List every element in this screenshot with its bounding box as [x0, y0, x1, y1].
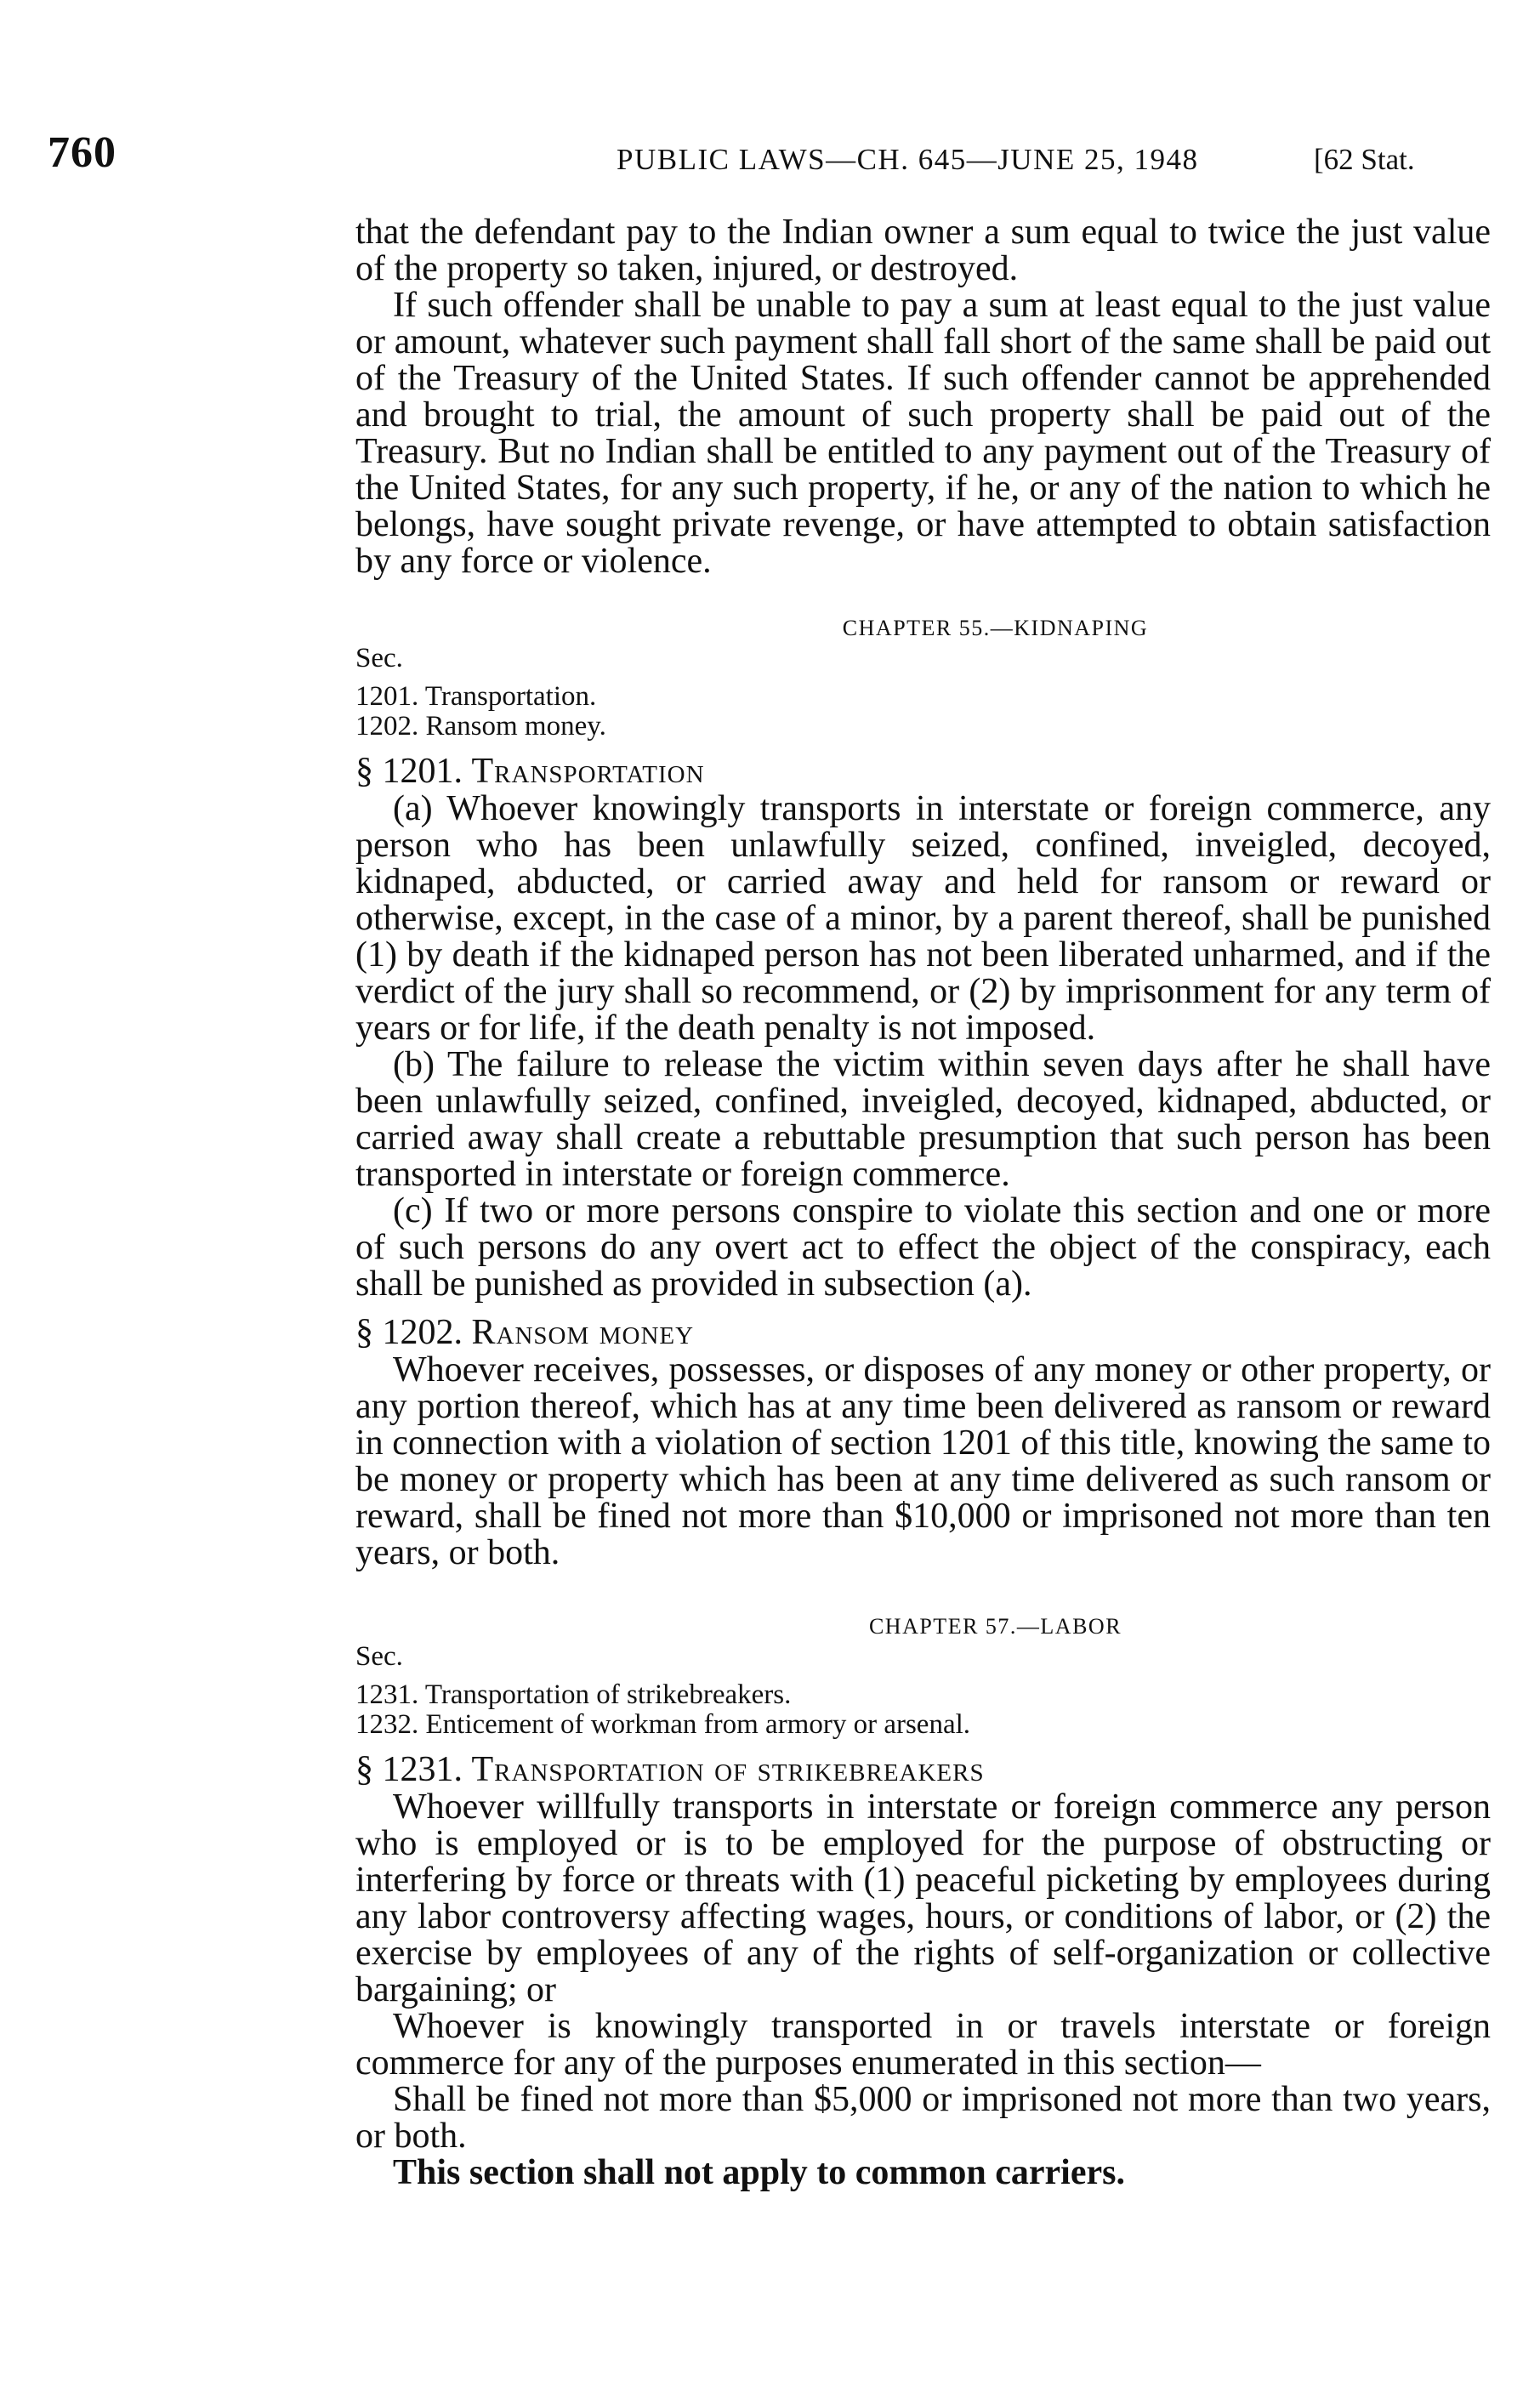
chapter-57-heading: CHAPTER 57.—LABOR — [868, 1614, 1122, 1639]
chapter-55-heading: CHAPTER 55.—KIDNAPING — [842, 616, 1149, 640]
section-1231-number: § 1231. — [355, 1750, 463, 1789]
section-1231-title: Transportation of strikebreakers — [471, 1750, 985, 1789]
section-1231-paragraph-2: Whoever is knowingly transported in or travels interstate or foreign commerce for any of the purposes enumerated in this section— — [355, 2007, 1491, 2083]
page-number: 760 — [48, 128, 116, 177]
section-1201-number: § 1201. — [355, 752, 463, 791]
section-1201-title: Transportation — [471, 752, 705, 791]
section-1202-number: § 1202. — [355, 1313, 463, 1352]
chapter-55-sec-label: Sec. — [355, 643, 403, 673]
section-1231-paragraph-4: This section shall not apply to common carriers. — [393, 2153, 1125, 2192]
section-1231-heading — [355, 1750, 1491, 1789]
statute-reference: [62 Stat. — [1314, 143, 1415, 176]
section-1201-subsection-a: (a) Whoever knowingly transports in interstate or foreign commerce, any person who has been unlawfully seized, confined, inveigled, decoyed, kidnaped, abducted, or carried away and held for ransom or reward or otherwise, except, in the case of a minor, by a parent thereof, shall be punished (1) by death if the kidnaped person has not been liberated unharmed, and if the verdict of the jury shall so recommend, or (2) by imprisonment for any term of years or for life, if the death penalty is not imposed. — [355, 789, 1491, 1048]
running-head: PUBLIC LAWS—CH. 645—JUNE 25, 1948 — [617, 143, 1199, 176]
chapter-57-sec-label: Sec. — [355, 1641, 403, 1672]
section-1202-text: Whoever receives, possesses, or disposes of any money or other property, or any portion thereof, which has at any time been delivered as ransom or reward in connection with a violation of section 1201 of this title, knowing the same to be money or property which has been at any time delivered as such ransom or reward, shall be fined not more than $10,000 or imprisoned not more than ten years, or both. — [355, 1350, 1491, 1572]
toc-entry-1231: 1231. Transportation of strikebreakers. — [355, 1679, 792, 1710]
toc-entry-1201: 1201. Transportation. — [355, 681, 597, 712]
toc-entry-1232: 1232. Enticement of workman from armory or arsenal. — [355, 1709, 971, 1740]
section-1202-heading — [355, 1313, 1491, 1352]
section-1201-subsection-b: (b) The failure to release the victim within seven days after he shall have been unlawfully seized, confined, inveigled, decoyed, kidnaped, abducted, or carried away shall create a rebuttable presumption that such person has been transported in interstate or foreign commerce. — [355, 1045, 1491, 1194]
continuation-paragraph: that the defendant pay to the Indian owner a sum equal to twice the just value of the property so taken, injured, or destroyed. — [355, 213, 1491, 288]
section-1201-heading — [355, 752, 1491, 791]
page-header — [0, 128, 1540, 187]
page-body — [355, 214, 1491, 2191]
section-1231-paragraph-1: Whoever willfully transports in interstate or foreign commerce any person who is employed or is to be employed for the purpose of obstructing or interfering by force or threats with (1) peaceful picketing by employees during any labor controversy affecting wages, hours, or conditions of labor, or (2) the exercise by employees of any of the rights of self-organization or collective bargaining; or — [355, 1787, 1491, 2009]
section-1201-subsection-c: (c) If two or more persons conspire to violate this section and one or more of such persons do any overt act to effect the object of the conspiracy, each shall be punished as provided in subsection (a). — [355, 1191, 1491, 1304]
toc-entry-1202: 1202. Ransom money. — [355, 711, 606, 742]
section-1202-title: Ransom money — [471, 1313, 695, 1352]
offender-paragraph: If such offender shall be unable to pay a sum at least equal to the just value or amount, whatever such payment shall fall short of the same shall be paid out of the Treasury of the United States. If such offender cannot be apprehended and brought to trial, the amount of such property shall be paid out of the Treasury. But no Indian shall be entitled to any payment out of the Treasury of the United States, for any such property, if he, or any of the nation to which he belongs, have sought private revenge, or have attempted to obtain satisfaction by any force or violence. — [355, 286, 1491, 581]
section-1231-paragraph-3: Shall be fined not more than $5,000 or imprisoned not more than two years, or both. — [355, 2080, 1491, 2156]
